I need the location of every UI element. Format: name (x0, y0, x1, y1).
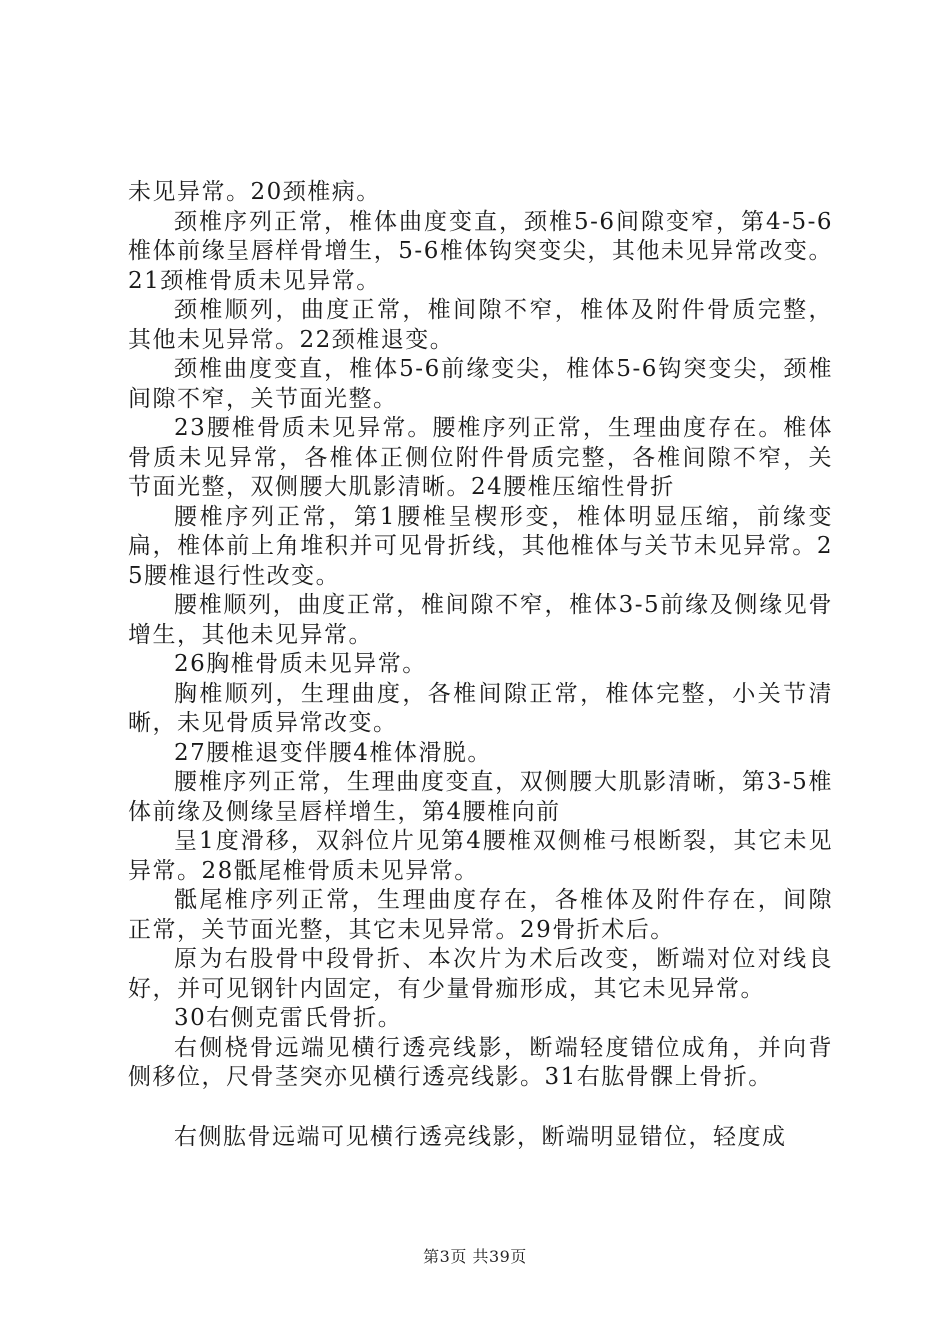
paragraph: 30右侧克雷氏骨折。 (174, 1005, 403, 1031)
paragraph: 腰椎序列正常，第1腰椎呈楔形变，椎体明显压缩，前缘变扁，椎体前上角堆积并可见骨折线，其他椎体与关节未见异常。25腰椎退行性改变。 (128, 503, 833, 589)
paragraph: 右侧肱骨远端可见横行透亮线影，断端明显错位，轻度成 (174, 1123, 787, 1150)
paragraph: 原为右股骨中段骨折、本次片为术后改变，断端对位对线良好，并可见钢针内固定，有少量骨痂形成，其它未见异常。 (128, 946, 833, 1002)
paragraph: 26胸椎骨质未见异常。 (174, 651, 427, 677)
paragraph: 颈椎曲度变直，椎体5-6前缘变尖，椎体5-6钩突变尖，颈椎间隙不窄，关节面光整。 (128, 356, 833, 412)
paragraph: 未见异常。20颈椎病。 (128, 179, 381, 205)
paragraph: 骶尾椎序列正常，生理曲度存在，各椎体及附件存在，间隙正常，关节面光整，其它未见异常。29骨折术后。 (128, 887, 833, 943)
paragraph: 胸椎顺列，生理曲度，各椎间隙正常，椎体完整，小关节清晰，未见骨质异常改变。 (128, 680, 833, 736)
paragraph: 腰椎顺列，曲度正常，椎间隙不窄，椎体3-5前缘及侧缘见骨增生，其他未见异常。 (128, 592, 833, 648)
paragraph: 呈1度滑移，双斜位片见第4腰椎双侧椎弓根断裂，其它未见异常。28骶尾椎骨质未见异常。 (128, 828, 833, 884)
paragraph: 27腰椎退变伴腰4椎体滑脱。 (174, 739, 492, 766)
paragraph: 腰椎序列正常，生理曲度变直，双侧腰大肌影清晰，第3-5椎体前缘及侧缘呈唇样增生，第4腰椎向前 (128, 769, 833, 825)
paragraph: 颈椎顺列，曲度正常，椎间隙不窄，椎体及附件骨质完整，其他未见异常。22颈椎退变。 (128, 297, 833, 353)
paragraph: 23腰椎骨质未见异常。腰椎序列正常，生理曲度存在。椎体骨质未见异常，各椎体正侧位附件骨质完整，各椎间隙不窄，关节面光整，双侧腰大肌影清晰。24腰椎压缩性骨折 (128, 415, 833, 500)
paragraph: 右侧桡骨远端见横行透亮线影，断端轻度错位成角，并向背侧移位，尺骨茎突亦见横行透亮线影。31右肱骨髁上骨折。 (128, 1034, 833, 1090)
document-body (128, 178, 833, 1152)
paragraph: 颈椎序列正常，椎体曲度变直，颈椎5-6间隙变窄，第4-5-6椎体前缘呈唇样骨增生，5-6椎体钩突变尖，其他未见异常改变。21颈椎骨质未见异常。 (128, 208, 833, 294)
page-number-footer: 第3页 共39页 (423, 1247, 527, 1266)
